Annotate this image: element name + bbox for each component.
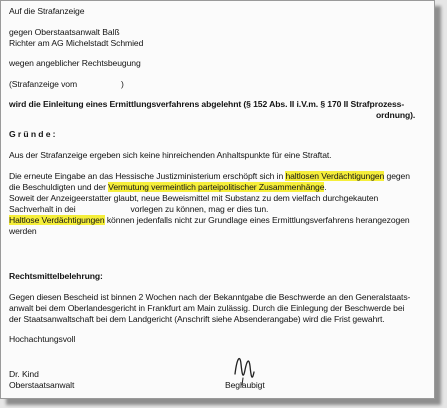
header-charge: wegen angeblicher Rechtsbeugung — [9, 58, 141, 68]
p2-line4-text-b: vorlegen zu können, mag er dies tun. — [130, 204, 269, 214]
legal-line-2: anwalt bei dem Oberlandesgericht in Frankfurt am Main zulässig. Durch die Einlegung der Beschwerde bei — [9, 303, 405, 313]
complaint-date-suffix: ) — [121, 79, 124, 89]
complaint-date-prefix: (Strafanzeige vom — [9, 79, 78, 89]
decision-line-1: wird die Einleitung eines Ermittlungsverfahrens abgelehnt (§ 152 Abs. II i.V.m. § 170 II Strafprozess- — [9, 99, 405, 109]
header-line-1: Auf die Strafanzeige — [9, 6, 85, 16]
legal-line-1: Gegen diesen Bescheid ist binnen 2 Wochen nach der Bekanntgabe die Beschwerde an den Generalstaats- — [9, 292, 411, 302]
reasons-p2-line-5 — [9, 215, 410, 226]
legal-line-3: der Staatsanwaltschaft bei dem Landgericht (Anschrift siehe Absenderangabe) wird die Frist gewahrt. — [9, 314, 385, 324]
reasons-p2-line-4 — [9, 204, 268, 215]
p2-line1-text-a: Die erneute Eingabe an das Hessische Justizministerium erschöpft sich in — [9, 171, 286, 181]
reasons-p2-line-1 — [9, 171, 410, 182]
legal-heading: Rechtsmittelbelehrung: — [9, 271, 103, 281]
header-complaint-date — [9, 79, 124, 90]
closing-greeting: Hochachtungsvoll — [9, 334, 76, 344]
signatory-name: Dr. Kind — [9, 369, 39, 379]
p2-line5-text-b: können jedenfalls nicht zur Grundlage eines Ermittlungsverfahrens herangezogen — [104, 215, 410, 225]
p2-line2-text-a: die Beschuldigten und der — [9, 182, 109, 192]
p2-line2-text-b: . — [324, 182, 327, 192]
header-accused-2: Richter am AG Michelstadt Schmied — [9, 38, 144, 48]
decision-line-2: ordnung). — [376, 110, 416, 120]
header-accused-1: gegen Oberstaatsanwalt Balß — [9, 27, 120, 37]
highlight-haltlose-verdaechtigungen-2: Haltlose Verdächtigungen — [9, 215, 105, 225]
certified-stamp-text: Beglaubigt — [225, 380, 265, 390]
reasons-p2-line-6: werden — [9, 226, 37, 236]
p2-line1-text-b: gegen — [384, 171, 410, 181]
signatory-title: Oberstaatsanwalt — [9, 380, 75, 390]
reasons-heading: G r ü n d e : — [9, 129, 56, 139]
highlight-vermutung: Vermutung vermeintlich parteipolitischer Zusammenhänge — [108, 182, 325, 192]
reasons-paragraph-1: Aus der Strafanzeige ergeben sich keine hinreichenden Anhaltspunkte für eine Straftat. — [9, 150, 332, 160]
p2-line4-text-a: Sachverhalt in dei — [9, 204, 76, 214]
highlight-haltlose-verdaechtigungen: haltlosen Verdächtigungen — [285, 171, 385, 181]
reasons-p2-line-2 — [9, 182, 327, 193]
reasons-p2-line-3: Soweit der Anzeigeerstatter glaubt, neue Beweismittel mit Substanz zu dem vielfach durchgekauten — [9, 193, 379, 203]
